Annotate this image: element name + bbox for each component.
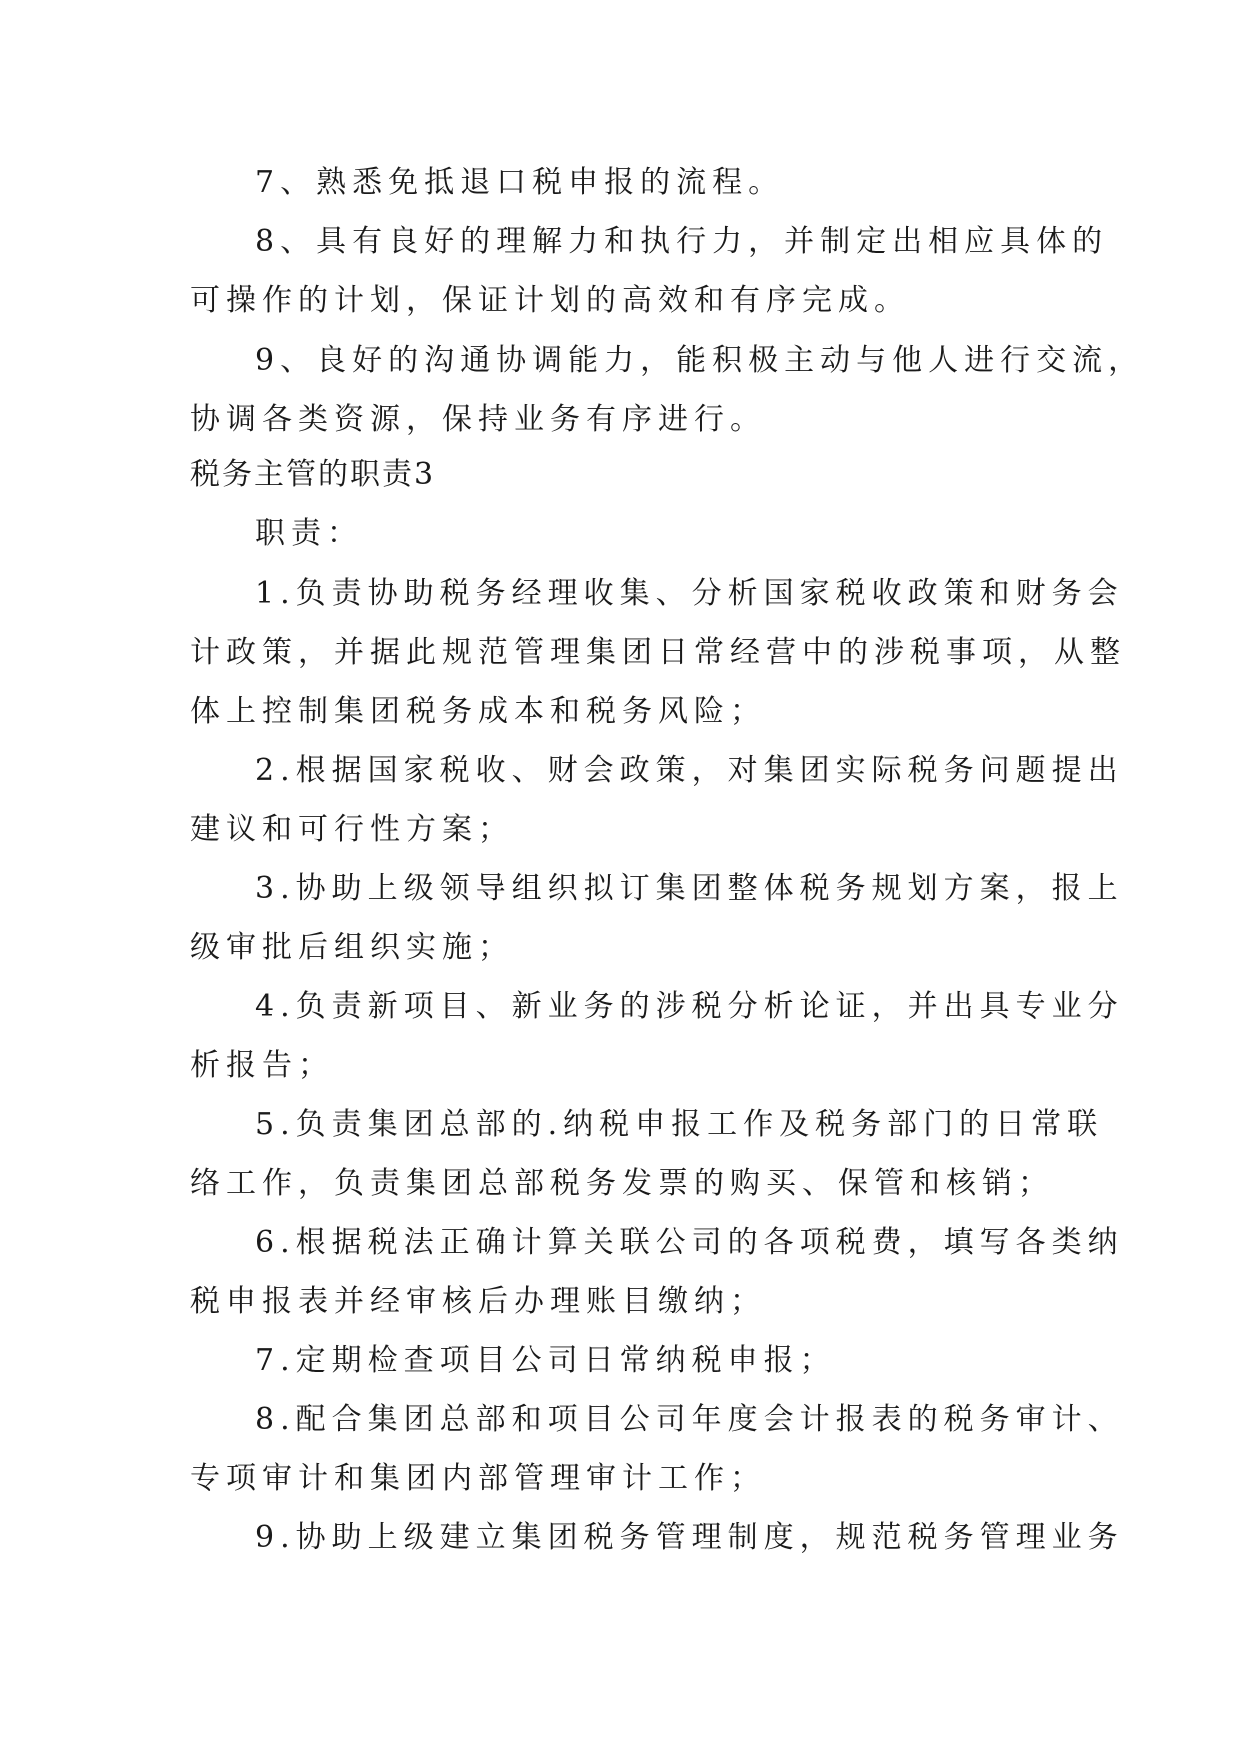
paragraph-line: 4.负责新项目、新业务的涉税分析论证，并出具专业分	[255, 989, 1124, 1024]
paragraph-line: 络工作，负责集团总部税务发票的购买、保管和核销；	[190, 1166, 1054, 1201]
paragraph-line: 8、具有良好的理解力和执行力，并制定出相应具体的	[255, 224, 1109, 259]
paragraph-line: 建议和可行性方案；	[190, 812, 514, 847]
paragraph-line: 9.协助上级建立集团税务管理制度，规范税务管理业务	[255, 1520, 1124, 1555]
paragraph-line: 专项审计和集团内部管理审计工作；	[190, 1461, 766, 1496]
paragraph-line: 8.配合集团总部和项目公司年度会计报表的税务审计、	[255, 1402, 1124, 1437]
paragraph-line: 析报告；	[190, 1048, 334, 1083]
paragraph-line: 体上控制集团税务成本和税务风险；	[190, 694, 766, 729]
paragraph-line: 可操作的计划，保证计划的高效和有序完成。	[190, 283, 910, 318]
paragraph-line: 协调各类资源，保持业务有序进行。	[190, 402, 766, 437]
paragraph-line: 7、熟悉免抵退口税申报的流程。	[255, 165, 785, 200]
paragraph-line: 税申报表并经审核后办理账目缴纳；	[190, 1284, 766, 1319]
paragraph-line: 计政策，并据此规范管理集团日常经营中的涉税事项，从整	[190, 635, 1126, 670]
paragraph-line: 5.负责集团总部的.纳税申报工作及税务部门的日常联	[255, 1107, 1104, 1142]
paragraph-line: 6.根据税法正确计算关联公司的各项税费，填写各类纳	[255, 1225, 1124, 1260]
paragraph-line: 7.定期检查项目公司日常纳税申报；	[255, 1343, 836, 1378]
paragraph-line: 2.根据国家税收、财会政策，对集团实际税务问题提出	[255, 753, 1124, 788]
paragraph-line: 级审批后组织实施；	[190, 930, 514, 965]
paragraph-line: 1.负责协助税务经理收集、分析国家税收政策和财务会	[255, 576, 1124, 611]
paragraph-line: 9、良好的沟通协调能力，能积极主动与他人进行交流，	[255, 343, 1145, 378]
paragraph-line: 职责：	[255, 516, 363, 551]
section-heading: 税务主管的职责3	[190, 457, 436, 492]
paragraph-line: 3.协助上级领导组织拟订集团整体税务规划方案，报上	[255, 871, 1124, 906]
